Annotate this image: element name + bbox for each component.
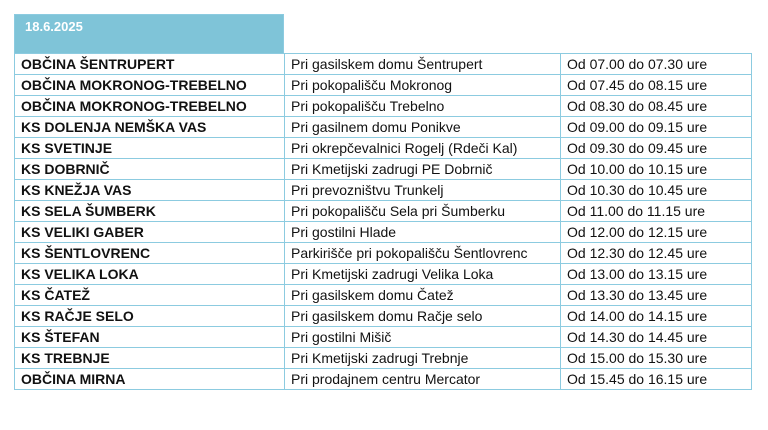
location-cell: Pri gasilskem domu Šentrupert xyxy=(285,54,561,75)
table-row xyxy=(15,75,752,96)
table-row xyxy=(15,306,752,327)
place-cell: KS VELIKI GABER xyxy=(15,222,285,243)
location-cell: Pri gostilni Mišič xyxy=(285,327,561,348)
time-cell: Od 10.00 do 10.15 ure xyxy=(561,159,752,180)
location-cell: Pri gasilskem domu Račje selo xyxy=(285,306,561,327)
place-cell: KS TREBNJE xyxy=(15,348,285,369)
time-cell: Od 13.00 do 13.15 ure xyxy=(561,264,752,285)
table-row xyxy=(15,243,752,264)
time-cell: Od 07.00 do 07.30 ure xyxy=(561,54,752,75)
location-cell: Pri gasilskem domu Čatež xyxy=(285,285,561,306)
table-row xyxy=(15,348,752,369)
place-cell: OBČINA MOKRONOG-TREBELNO xyxy=(15,75,285,96)
location-cell: Pri Kmetijski zadrugi PE Dobrnič xyxy=(285,159,561,180)
time-cell: Od 12.00 do 12.15 ure xyxy=(561,222,752,243)
location-cell: Pri okrepčevalnici Rogelj (Rdeči Kal) xyxy=(285,138,561,159)
table-row xyxy=(15,180,752,201)
time-cell: Od 14.00 do 14.15 ure xyxy=(561,306,752,327)
place-cell: OBČINA ŠENTRUPERT xyxy=(15,54,285,75)
location-cell: Pri pokopališču Trebelno xyxy=(285,96,561,117)
place-cell: KS ČATEŽ xyxy=(15,285,285,306)
location-cell: Pri gasilnem domu Ponikve xyxy=(285,117,561,138)
place-cell: KS DOBRNIČ xyxy=(15,159,285,180)
time-cell: Od 12.30 do 12.45 ure xyxy=(561,243,752,264)
time-cell: Od 09.30 do 09.45 ure xyxy=(561,138,752,159)
date-label: 18.6.2025 xyxy=(25,19,83,34)
place-cell: OBČINA MIRNA xyxy=(15,369,285,390)
place-cell: KS VELIKA LOKA xyxy=(15,264,285,285)
date-header xyxy=(14,14,284,54)
schedule-table xyxy=(14,53,752,390)
time-cell: Od 07.45 do 08.15 ure xyxy=(561,75,752,96)
time-cell: Od 13.30 do 13.45 ure xyxy=(561,285,752,306)
time-cell: Od 14.30 do 14.45 ure xyxy=(561,327,752,348)
location-cell: Pri pokopališču Sela pri Šumberku xyxy=(285,201,561,222)
table-row xyxy=(15,54,752,75)
time-cell: Od 15.00 do 15.30 ure xyxy=(561,348,752,369)
location-cell: Pri prodajnem centru Mercator xyxy=(285,369,561,390)
time-cell: Od 08.30 do 08.45 ure xyxy=(561,96,752,117)
time-cell: Od 09.00 do 09.15 ure xyxy=(561,117,752,138)
place-cell: KS SVETINJE xyxy=(15,138,285,159)
time-cell: Od 15.45 do 16.15 ure xyxy=(561,369,752,390)
place-cell: KS RAČJE SELO xyxy=(15,306,285,327)
place-cell: OBČINA MOKRONOG-TREBELNO xyxy=(15,96,285,117)
location-cell: Pri prevozništvu Trunkelj xyxy=(285,180,561,201)
location-cell: Pri gostilni Hlade xyxy=(285,222,561,243)
location-cell: Pri pokopališču Mokronog xyxy=(285,75,561,96)
table-row xyxy=(15,369,752,390)
location-cell: Pri Kmetijski zadrugi Velika Loka xyxy=(285,264,561,285)
table-row xyxy=(15,117,752,138)
time-cell: Od 10.30 do 10.45 ure xyxy=(561,180,752,201)
table-row xyxy=(15,96,752,117)
table-row xyxy=(15,159,752,180)
table-row xyxy=(15,285,752,306)
place-cell: KS KNEŽJA VAS xyxy=(15,180,285,201)
table-row xyxy=(15,201,752,222)
place-cell: KS DOLENJA NEMŠKA VAS xyxy=(15,117,285,138)
table-row xyxy=(15,138,752,159)
location-cell: Pri Kmetijski zadrugi Trebnje xyxy=(285,348,561,369)
place-cell: KS ŠENTLOVRENC xyxy=(15,243,285,264)
time-cell: Od 11.00 do 11.15 ure xyxy=(561,201,752,222)
table-row xyxy=(15,327,752,348)
place-cell: KS SELA ŠUMBERK xyxy=(15,201,285,222)
location-cell: Parkirišče pri pokopališču Šentlovrenc xyxy=(285,243,561,264)
table-row xyxy=(15,264,752,285)
table-row xyxy=(15,222,752,243)
place-cell: KS ŠTEFAN xyxy=(15,327,285,348)
